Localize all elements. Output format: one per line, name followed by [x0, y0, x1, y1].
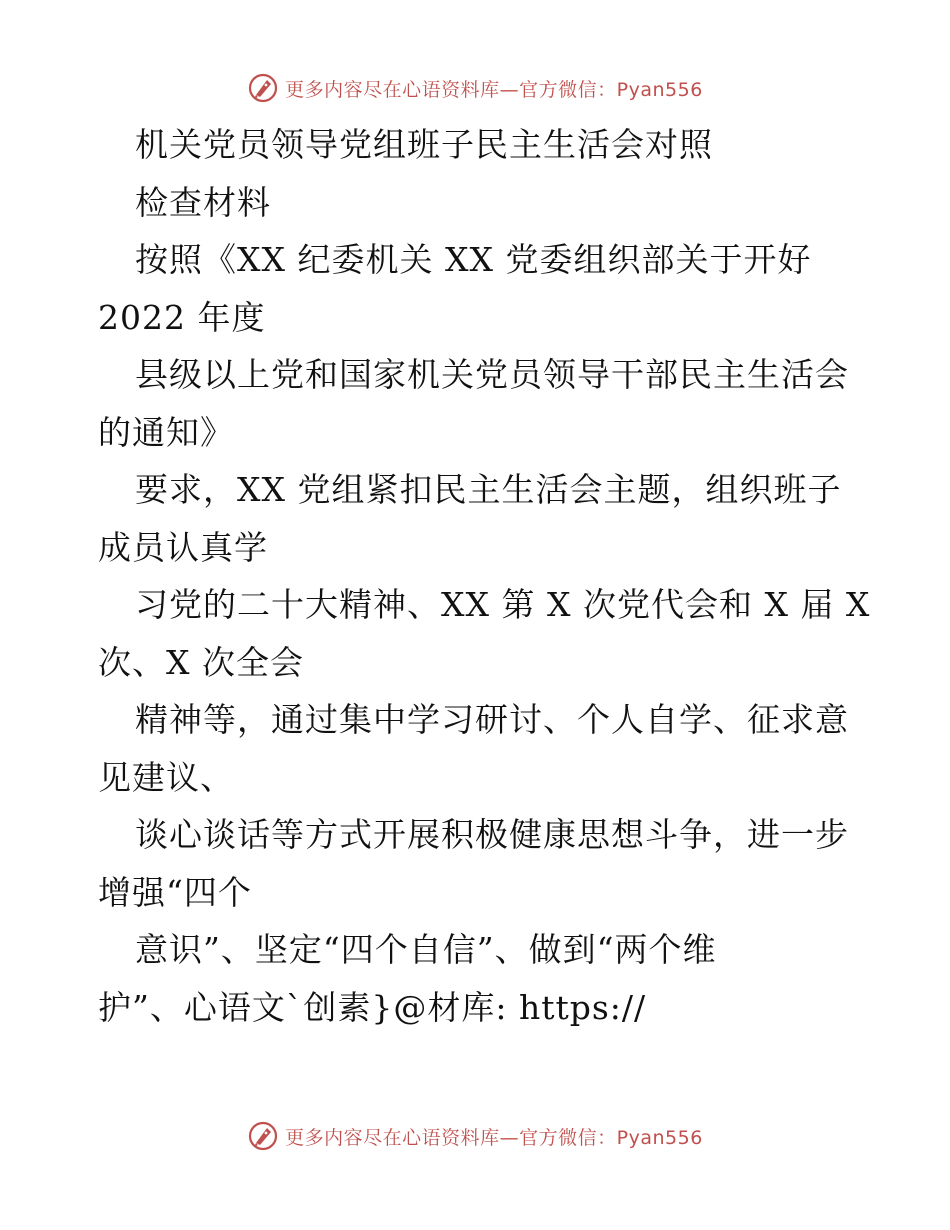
doc-line: 的通知》: [98, 412, 234, 452]
watermark-text: 更多内容尽在心语资料库—官方微信：Pyan556: [285, 1126, 703, 1149]
watermark-text: 更多内容尽在心语资料库—官方微信：Pyan556: [285, 78, 703, 101]
pen-nib-logo-icon: [247, 72, 279, 104]
doc-line: 习党的二十大精神、XX 第 X 次党代会和 X 届 X: [135, 585, 871, 624]
doc-line: 次、X 次全会: [98, 642, 304, 682]
header-watermark: [0, 72, 950, 104]
doc-line: 增强“四个: [98, 872, 252, 912]
doc-line: 精神等，通过集中学习研讨、个人自学、征求意: [135, 700, 849, 739]
document-body: [98, 116, 888, 1036]
doc-line: 检查材料: [135, 182, 271, 222]
doc-line: 见建议、: [98, 757, 234, 797]
doc-line: 要求，XX 党组紧扣民主生活会主题，组织班子: [135, 470, 842, 509]
doc-line: 意识”、坚定“四个自信”、做到“两个维: [135, 930, 717, 969]
doc-line: 护”、心语文`创素}@材库: https://: [98, 987, 647, 1027]
footer-watermark: [0, 1120, 950, 1152]
doc-line: 2022 年度: [98, 297, 266, 337]
pen-nib-logo-icon: [247, 1120, 279, 1152]
doc-line: 县级以上党和国家机关党员领导干部民主生活会: [135, 355, 849, 394]
doc-line: 谈心谈话等方式开展积极健康思想斗争，进一步: [135, 815, 849, 854]
doc-line: 按照《XX 纪委机关 XX 党委组织部关于开好: [135, 240, 812, 279]
doc-line: 成员认真学: [98, 527, 268, 567]
doc-line: 机关党员领导党组班子民主生活会对照: [135, 125, 713, 164]
